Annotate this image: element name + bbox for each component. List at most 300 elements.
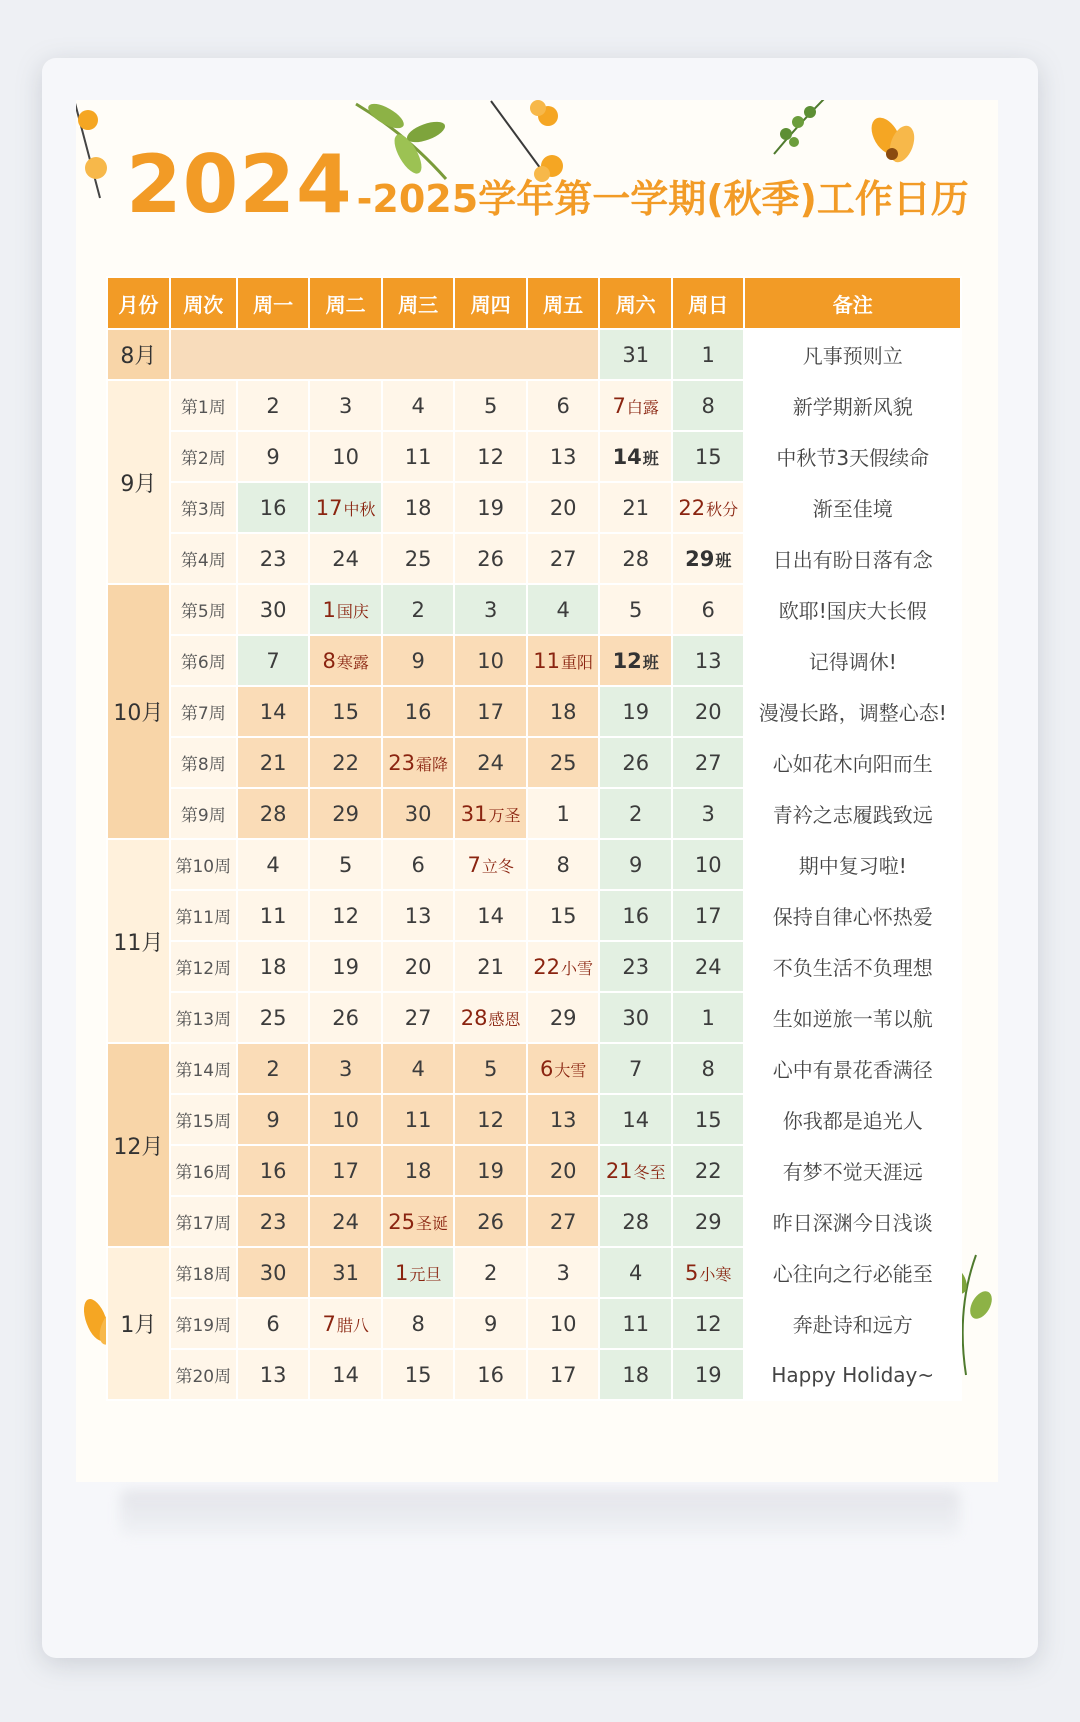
- day-number: 27: [549, 1209, 577, 1234]
- note-cell: 漫漫长路，调整心态!: [744, 686, 961, 737]
- day-label: 班: [642, 652, 659, 672]
- table-row: [107, 635, 961, 686]
- day-cell: [599, 1349, 672, 1400]
- day-number: 29: [549, 1005, 577, 1030]
- day-cell: [672, 1298, 745, 1349]
- day-number: 16: [404, 699, 432, 724]
- day-number: 7: [322, 1311, 336, 1336]
- day-cell: [527, 992, 600, 1043]
- day-cell: [454, 1094, 527, 1145]
- day-cell: [454, 380, 527, 431]
- note-cell: 记得调休!: [744, 635, 961, 686]
- day-number: 27: [404, 1005, 432, 1030]
- day-number: 6: [411, 852, 425, 877]
- day-number: 15: [332, 699, 359, 724]
- day-cell: [599, 788, 672, 839]
- day-label: 圣诞: [416, 1213, 449, 1233]
- col-header-sat: 周六: [599, 277, 672, 329]
- day-number: 9: [483, 1311, 498, 1336]
- day-cell: [454, 533, 527, 584]
- day-label: 冬至: [633, 1162, 666, 1182]
- day-number: 31: [460, 801, 488, 826]
- day-number: 12: [332, 903, 359, 928]
- day-cell: [382, 635, 455, 686]
- month-cell-jan: 1月: [107, 1247, 170, 1400]
- day-number: 2: [266, 393, 280, 418]
- day-number: 14: [612, 444, 642, 469]
- day-number: 14: [259, 699, 287, 724]
- day-number: 23: [259, 546, 287, 571]
- day-number: 24: [332, 546, 359, 571]
- day-number: 10: [549, 1311, 577, 1336]
- table-row: [107, 482, 961, 533]
- day-cell: [382, 533, 455, 584]
- day-number: 8: [556, 852, 570, 877]
- day-number: 25: [259, 1005, 287, 1030]
- day-cell: [382, 1298, 455, 1349]
- day-cell: [309, 635, 382, 686]
- day-cell: 31: [599, 329, 672, 380]
- day-cell: [599, 686, 672, 737]
- day-cell: [672, 1349, 745, 1400]
- day-number: 12: [477, 1107, 505, 1132]
- day-cell: [599, 431, 672, 482]
- day-number: 27: [549, 546, 577, 571]
- day-number: 16: [622, 903, 650, 928]
- week-cell: 第11周: [170, 890, 237, 941]
- day-cell: [382, 1196, 455, 1247]
- day-cell: [527, 482, 600, 533]
- col-header-wed: 周三: [382, 277, 455, 329]
- day-number: 29: [685, 546, 715, 571]
- day-number: 4: [556, 597, 570, 622]
- day-cell: [599, 1298, 672, 1349]
- day-number: 29: [694, 1209, 722, 1234]
- day-cell: [599, 1145, 672, 1196]
- day-cell: [672, 1094, 745, 1145]
- day-cell: [309, 1196, 382, 1247]
- day-cell: [309, 584, 382, 635]
- month-cell-nov: 11月: [107, 839, 170, 1043]
- day-cell: [237, 1094, 310, 1145]
- day-cell: [309, 482, 382, 533]
- week-cell: 第9周: [170, 788, 237, 839]
- note-cell: 日出有盼日落有念: [744, 533, 961, 584]
- day-cell: [527, 737, 600, 788]
- day-label: 中秋: [343, 499, 376, 519]
- day-cell: [382, 431, 455, 482]
- day-number: 1: [394, 1260, 409, 1285]
- note-cell: 昨日深渊今日浅谈: [744, 1196, 961, 1247]
- day-number: 18: [549, 699, 577, 724]
- day-cell: [309, 1298, 382, 1349]
- week-cell: 第10周: [170, 839, 237, 890]
- day-number: 28: [460, 1005, 488, 1030]
- table-row: [107, 1196, 961, 1247]
- day-cell: [382, 737, 455, 788]
- day-cell: [672, 839, 745, 890]
- day-number: 7: [467, 852, 481, 877]
- day-number: 18: [259, 954, 287, 979]
- day-cell: [672, 380, 745, 431]
- day-cell: [454, 890, 527, 941]
- day-label: 腊八: [336, 1315, 369, 1335]
- day-number: 1: [556, 801, 570, 826]
- day-number: 25: [388, 1209, 415, 1234]
- day-cell: [454, 1196, 527, 1247]
- day-number: 8: [701, 393, 715, 418]
- month-cell-sep: 9月: [107, 380, 170, 584]
- week-cell: 第1周: [170, 380, 237, 431]
- day-cell: [382, 1247, 455, 1298]
- day-cell: [672, 1145, 745, 1196]
- col-header-sun: 周日: [672, 277, 745, 329]
- day-number: 18: [404, 1158, 432, 1183]
- day-cell: [309, 1145, 382, 1196]
- day-number: 31: [332, 1260, 359, 1285]
- day-cell: [454, 431, 527, 482]
- day-label: 霜降: [416, 754, 449, 774]
- day-cell: [382, 686, 455, 737]
- day-number: 19: [622, 699, 650, 724]
- day-cell: [527, 1043, 600, 1094]
- day-cell: [309, 890, 382, 941]
- day-number: 19: [694, 1362, 722, 1387]
- day-number: 6: [556, 393, 570, 418]
- table-row: [107, 431, 961, 482]
- month-cell-oct: 10月: [107, 584, 170, 839]
- table-row: [107, 1094, 961, 1145]
- day-cell: [309, 839, 382, 890]
- day-label: 班: [642, 448, 659, 468]
- day-label: 秋分: [706, 499, 739, 519]
- day-number: 2: [411, 597, 425, 622]
- day-number: 9: [266, 444, 280, 469]
- day-cell: [237, 737, 310, 788]
- day-number: 4: [629, 1260, 643, 1285]
- day-label: 感恩: [488, 1009, 521, 1029]
- header-row: [107, 277, 961, 329]
- day-cell: [599, 1247, 672, 1298]
- day-cell: [672, 890, 745, 941]
- day-cell: [382, 482, 455, 533]
- calendar-table: [106, 276, 962, 1401]
- week-cell: 第20周: [170, 1349, 237, 1400]
- day-number: 4: [411, 1056, 425, 1081]
- day-number: 18: [404, 495, 432, 520]
- day-cell: [599, 890, 672, 941]
- day-number: 6: [701, 597, 715, 622]
- day-cell: [454, 1349, 527, 1400]
- note-cell: 保持自律心怀热爱: [744, 890, 961, 941]
- week-cell: 第16周: [170, 1145, 237, 1196]
- day-cell: [309, 788, 382, 839]
- day-number: 9: [266, 1107, 280, 1132]
- day-number: 9: [629, 852, 643, 877]
- note-cell: 中秋节3天假续命: [744, 431, 961, 482]
- day-number: 7: [629, 1056, 643, 1081]
- day-number: 22: [332, 750, 359, 775]
- day-number: 16: [259, 1158, 287, 1183]
- day-number: 14: [622, 1107, 650, 1132]
- day-cell: [382, 1043, 455, 1094]
- note-cell: Happy Holiday~: [744, 1349, 961, 1400]
- day-cell: [672, 992, 745, 1043]
- week-cell: 第12周: [170, 941, 237, 992]
- day-number: 22: [533, 954, 561, 979]
- day-cell: [672, 1196, 745, 1247]
- table-row: [107, 1298, 961, 1349]
- day-cell: [599, 482, 672, 533]
- note-cell: 心中有景花香满径: [744, 1043, 961, 1094]
- week-cell: 第19周: [170, 1298, 237, 1349]
- day-number: 3: [338, 393, 353, 418]
- day-cell: [309, 941, 382, 992]
- day-number: 8: [411, 1311, 425, 1336]
- day-cell: [382, 1145, 455, 1196]
- day-cell: [309, 992, 382, 1043]
- day-number: 1: [701, 1005, 715, 1030]
- day-number: 3: [338, 1056, 353, 1081]
- day-number: 17: [477, 699, 505, 724]
- day-cell: [237, 1349, 310, 1400]
- day-number: 15: [694, 444, 722, 469]
- day-label: 立冬: [481, 856, 514, 876]
- day-number: 12: [477, 444, 505, 469]
- col-header-thu: 周四: [454, 277, 527, 329]
- month-cell-aug: 8月: [107, 329, 170, 380]
- day-cell: [454, 839, 527, 890]
- day-cell: [527, 1094, 600, 1145]
- day-cell: [527, 1145, 600, 1196]
- day-number: 13: [404, 903, 432, 928]
- day-cell: [454, 1298, 527, 1349]
- day-cell: [527, 431, 600, 482]
- day-cell: [382, 584, 455, 635]
- day-cell: [672, 584, 745, 635]
- day-number: 26: [622, 750, 650, 775]
- day-number: 12: [612, 648, 642, 673]
- day-number: 11: [533, 648, 561, 673]
- day-cell: [382, 992, 455, 1043]
- blank-cell: [170, 329, 600, 380]
- day-cell: [382, 1094, 455, 1145]
- day-number: 5: [483, 1056, 498, 1081]
- day-number: 20: [404, 954, 432, 979]
- note-cell: 期中复习啦!: [744, 839, 961, 890]
- note-cell: 渐至佳境: [744, 482, 961, 533]
- day-number: 28: [259, 801, 287, 826]
- day-label: 国庆: [336, 601, 369, 621]
- day-cell: [237, 584, 310, 635]
- col-header-month: 月份: [107, 277, 170, 329]
- day-cell: [454, 1145, 527, 1196]
- day-number: 30: [259, 1260, 287, 1285]
- day-cell: [672, 635, 745, 686]
- day-cell: [237, 635, 310, 686]
- day-cell: [599, 1196, 672, 1247]
- day-number: 11: [404, 444, 432, 469]
- day-number: 24: [477, 750, 505, 775]
- week-cell: 第15周: [170, 1094, 237, 1145]
- day-number: 16: [477, 1362, 505, 1387]
- week-cell: 第18周: [170, 1247, 237, 1298]
- day-number: 2: [266, 1056, 280, 1081]
- day-cell: [454, 1043, 527, 1094]
- day-label: 小雪: [561, 958, 594, 978]
- day-cell: [527, 1298, 600, 1349]
- day-cell: [309, 1247, 382, 1298]
- day-number: 14: [477, 903, 505, 928]
- table-row: [107, 737, 961, 788]
- note-cell: 有梦不觉天涯远: [744, 1145, 961, 1196]
- day-number: 15: [694, 1107, 722, 1132]
- day-number: 1: [322, 597, 336, 622]
- day-cell: [237, 1298, 310, 1349]
- day-cell: [599, 941, 672, 992]
- day-number: 11: [404, 1107, 432, 1132]
- day-cell: [672, 788, 745, 839]
- day-number: 15: [404, 1362, 432, 1387]
- day-cell: [599, 992, 672, 1043]
- week-cell: 第6周: [170, 635, 237, 686]
- day-number: 2: [629, 801, 643, 826]
- day-number: 4: [266, 852, 280, 877]
- col-header-note: 备注: [744, 277, 961, 329]
- day-cell: [599, 380, 672, 431]
- day-number: 20: [694, 699, 722, 724]
- day-cell: [527, 788, 600, 839]
- week-cell: 第2周: [170, 431, 237, 482]
- day-cell: [309, 1043, 382, 1094]
- week-cell: 第17周: [170, 1196, 237, 1247]
- day-cell: 1: [672, 329, 745, 380]
- day-cell: [309, 533, 382, 584]
- day-number: 24: [694, 954, 722, 979]
- day-cell: [454, 992, 527, 1043]
- day-label: 小寒: [699, 1264, 732, 1284]
- day-cell: [527, 1196, 600, 1247]
- day-label: 白露: [626, 397, 659, 417]
- day-number: 21: [622, 495, 650, 520]
- day-cell: [599, 635, 672, 686]
- day-cell: [237, 992, 310, 1043]
- day-cell: [672, 941, 745, 992]
- day-cell: [454, 788, 527, 839]
- day-cell: [527, 1247, 600, 1298]
- day-cell: [527, 635, 600, 686]
- day-cell: [672, 482, 745, 533]
- day-number: 30: [404, 801, 432, 826]
- day-number: 17: [549, 1362, 577, 1387]
- week-cell: 第13周: [170, 992, 237, 1043]
- week-cell: 第8周: [170, 737, 237, 788]
- day-cell: [237, 839, 310, 890]
- day-number: 17: [315, 495, 343, 520]
- day-number: 16: [259, 495, 287, 520]
- day-number: 23: [388, 750, 415, 775]
- day-number: 13: [549, 1107, 577, 1132]
- note-cell: 你我都是追光人: [744, 1094, 961, 1145]
- table-row-aug: [107, 329, 961, 380]
- note-cell: 凡事预则立: [744, 329, 961, 380]
- day-number: 7: [266, 648, 280, 673]
- week-cell: 第5周: [170, 584, 237, 635]
- day-number: 13: [549, 444, 577, 469]
- day-number: 22: [694, 1158, 722, 1183]
- table-row: [107, 839, 961, 890]
- day-number: 8: [322, 648, 336, 673]
- day-number: 12: [694, 1311, 722, 1336]
- title-subtitle: -2025学年第一学期(秋季)工作日历: [356, 177, 969, 221]
- day-number: 14: [332, 1362, 359, 1387]
- day-cell: [237, 941, 310, 992]
- day-label: 大雪: [554, 1060, 587, 1080]
- day-number: 17: [332, 1158, 359, 1183]
- note-cell: 青衿之志履践致远: [744, 788, 961, 839]
- day-cell: [672, 533, 745, 584]
- day-number: 10: [332, 444, 359, 469]
- day-number: 26: [332, 1005, 359, 1030]
- day-number: 25: [549, 750, 577, 775]
- day-number: 24: [332, 1209, 359, 1234]
- day-cell: [599, 1094, 672, 1145]
- day-number: 30: [259, 597, 287, 622]
- month-cell-dec: 12月: [107, 1043, 170, 1247]
- day-number: 9: [411, 648, 425, 673]
- day-cell: [527, 839, 600, 890]
- table-row: [107, 1247, 961, 1298]
- table-row: [107, 1349, 961, 1400]
- day-number: 5: [685, 1260, 699, 1285]
- day-cell: [309, 1349, 382, 1400]
- table-row: [107, 788, 961, 839]
- day-label: 班: [715, 550, 732, 570]
- day-cell: [237, 686, 310, 737]
- note-cell: 生如逆旅一苇以航: [744, 992, 961, 1043]
- col-header-tue: 周二: [309, 277, 382, 329]
- day-cell: [454, 482, 527, 533]
- day-cell: [454, 737, 527, 788]
- day-cell: [672, 1043, 745, 1094]
- day-number: 3: [556, 1260, 570, 1285]
- day-number: 30: [622, 1005, 650, 1030]
- day-cell: [309, 737, 382, 788]
- note-cell: 不负生活不负理想: [744, 941, 961, 992]
- day-number: 4: [411, 393, 425, 418]
- col-header-mon: 周一: [237, 277, 310, 329]
- day-cell: [599, 839, 672, 890]
- day-number: 21: [477, 954, 505, 979]
- day-cell: [237, 482, 310, 533]
- day-number: 20: [549, 495, 577, 520]
- day-cell: [237, 788, 310, 839]
- day-number: 10: [332, 1107, 359, 1132]
- day-cell: [672, 1247, 745, 1298]
- day-number: 3: [701, 801, 715, 826]
- day-number: 10: [694, 852, 722, 877]
- day-cell: [382, 380, 455, 431]
- day-number: 6: [266, 1311, 280, 1336]
- day-cell: [454, 686, 527, 737]
- day-label: 寒露: [336, 652, 369, 672]
- day-cell: [672, 686, 745, 737]
- day-cell: [382, 890, 455, 941]
- day-number: 19: [477, 495, 505, 520]
- week-cell: 第14周: [170, 1043, 237, 1094]
- day-number: 17: [694, 903, 722, 928]
- col-header-fri: 周五: [527, 277, 600, 329]
